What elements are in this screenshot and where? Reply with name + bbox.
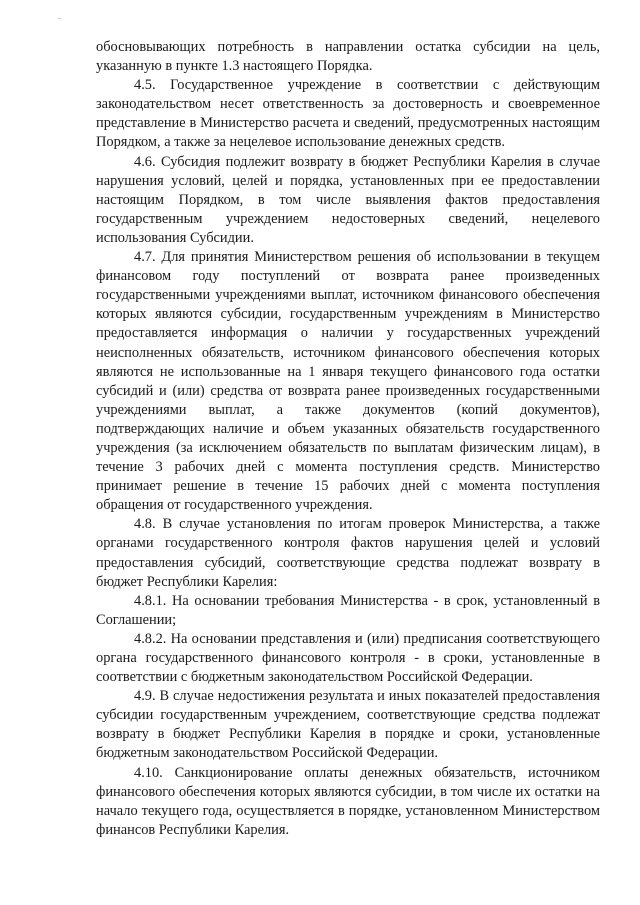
paragraph-4-9: 4.9. В случае недостижения результата и иных показателей предоставления субсидии государственным учреждением, соответствующие средства подлежат возврату в бюджет Республики Карелия в порядке и сроки, установленные бюджетным законодательством Российской Федерации. [96,688,600,762]
document-page [96,38,600,840]
paragraph-continuation: обосновывающих потребность в направлении остатка субсидии на цель, указанную в пункте 1.3 настоящего Порядка. [96,39,600,75]
paragraph-4-8: 4.8. В случае установления по итогам проверок Министерства, а также органами государственного контроля фактов нарушения целей и условий предоставления субсидий, соответствующие средства подлежат возврату в бюджет Республики Карелия: [96,516,600,590]
scan-speck [58,18,61,19]
paragraph-4-8-1: 4.8.1. На основании требования Министерства - в срок, установленный в Соглашении; [96,592,600,628]
paragraph-4-7: 4.7. Для принятия Министерством решения об использовании в текущем финансовом году поступлений от возврата ранее произведенных государственными учреждениями выплат, источником финансового обеспечения которых являются субсидии, государственным учреждениям в Министерство предоставляется информация о наличии у государственных учреждений неисполненных обязательств, источником финансового обеспечения которых являются не использованные на 1 января текущего финансового года остатки субсидий и (или) средства от возврата ранее произведенных государственными учреждениями выплат, а также документов (копий документов), подтверждающих наличие и объем указанных обязательств государственного учреждения (за исключением обязательств по выплатам физическим лицам), в течение 3 рабочих дней с момента поступления средств. Министерство принимает решение в течение 15 рабочих дней с момента поступления обращения от государственного учреждения. [96,249,600,514]
paragraph-4-10: 4.10. Санкционирование оплаты денежных обязательств, источником финансового обеспечения которых являются субсидии, в том числе их остатки на начало текущего года, осуществляется в порядке, установленном Министерством финансов Республики Карелия. [96,764,600,838]
paragraph-4-5: 4.5. Государственное учреждение в соответствии с действующим законодательством несет ответственность за достоверность и своевременное представление в Министерство расчета и сведений, предусмотренных настоящим Порядком, а также за нецелевое использование денежных средств. [96,77,600,151]
paragraph-4-6: 4.6. Субсидия подлежит возврату в бюджет Республики Карелия в случае нарушения условий, целей и порядка, установленных при ее предоставлении настоящим Порядком, в том числе выявления фактов предоставления государственным учреждением недостоверных сведений, нецелевого использования Субсидии. [96,153,600,246]
paragraph-4-8-2: 4.8.2. На основании представления и (или) предписания соответствующего органа государственного финансового контроля - в сроки, установленные в соответствии с бюджетным законодательством Российской Федерации. [96,630,600,686]
